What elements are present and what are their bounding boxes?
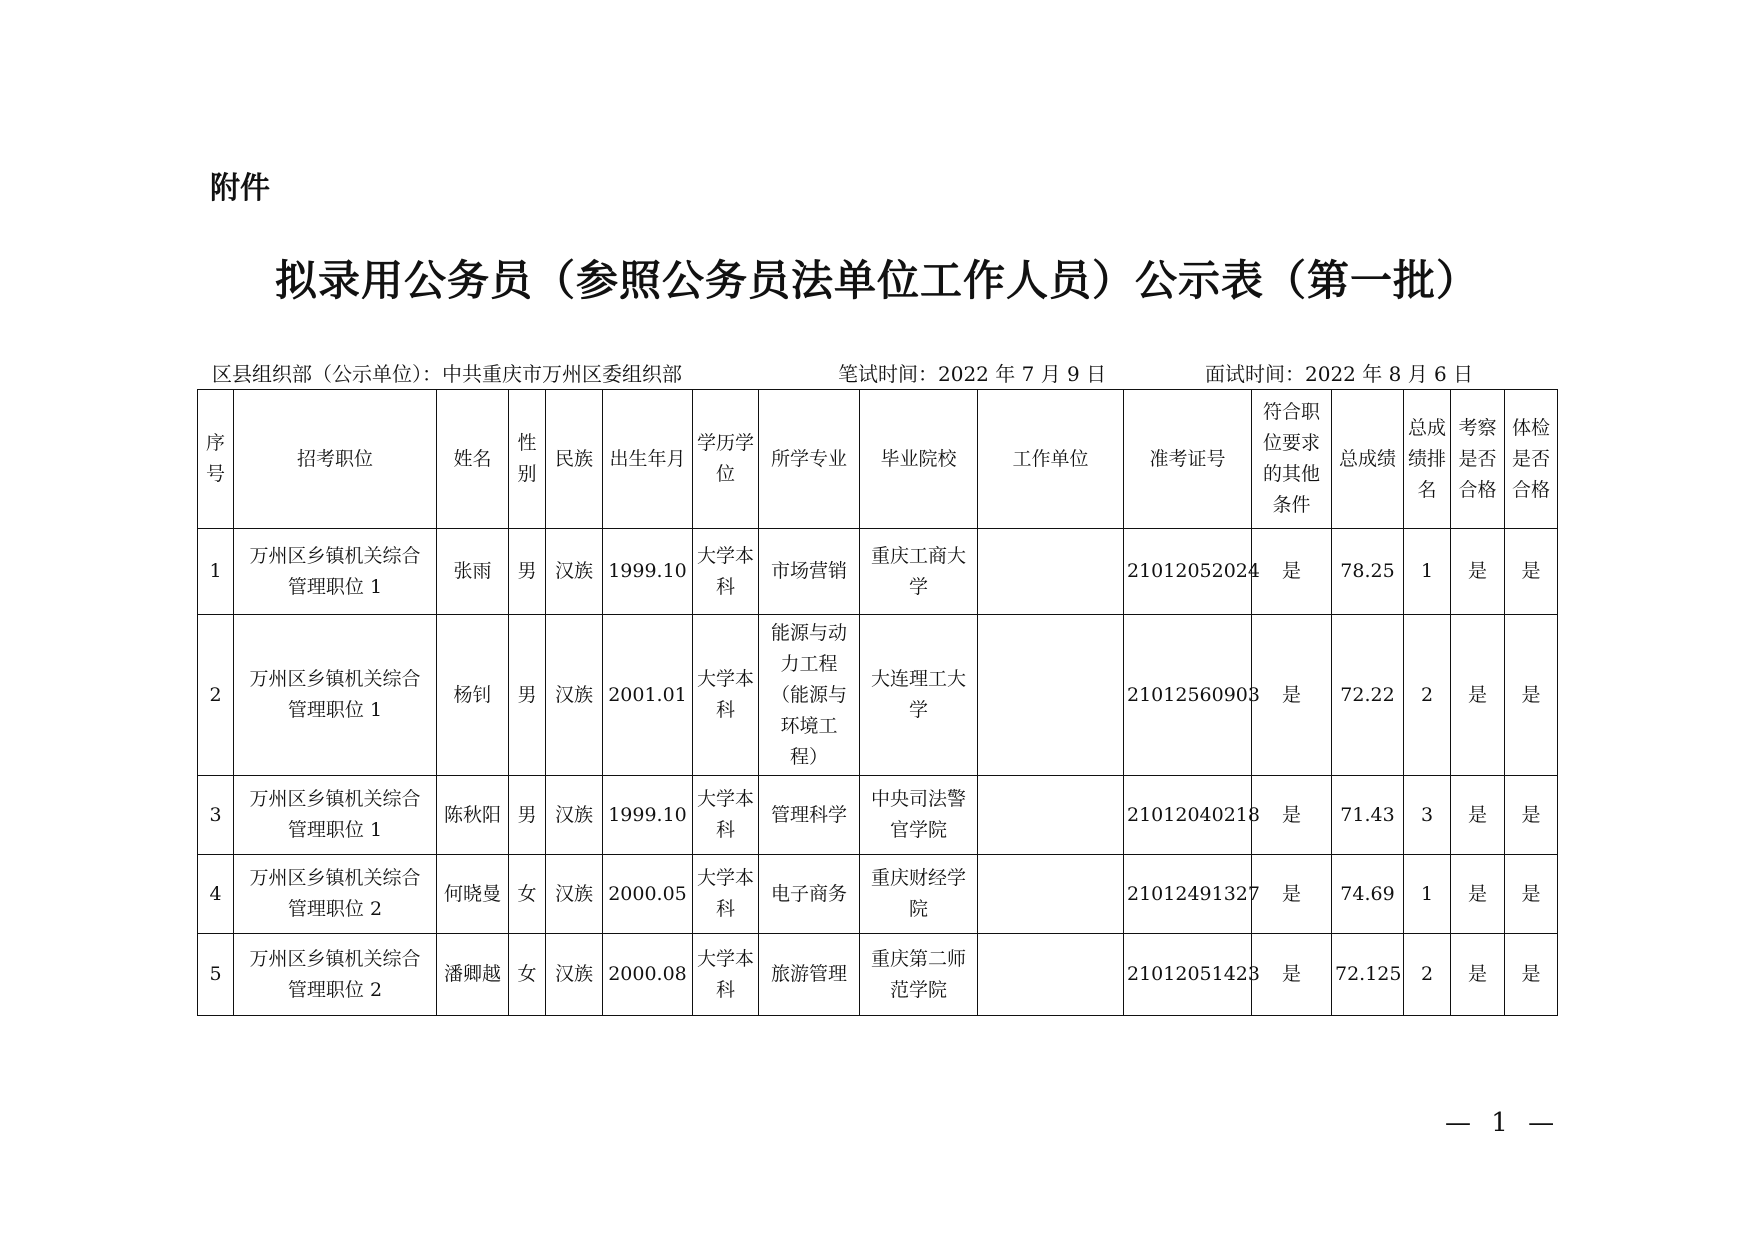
page-number: — 1 — <box>1445 1108 1561 1138</box>
cell-total-score: 74.69 <box>1332 855 1404 934</box>
cell-birth: 2000.08 <box>603 934 693 1016</box>
header-other-conditions: 符合职 位要求 的其他 条件 <box>1252 390 1332 529</box>
written-exam-date <box>838 358 1106 387</box>
cell-ethnicity: 汉族 <box>546 855 603 934</box>
cell-total-score: 72.22 <box>1332 615 1404 776</box>
cell-work-unit <box>978 615 1124 776</box>
cell-name: 杨钊 <box>437 615 509 776</box>
cell-gender: 男 <box>509 776 546 855</box>
interview-date <box>1205 358 1473 387</box>
header-total-score: 总成绩 <box>1332 390 1404 529</box>
cell-position: 万州区乡镇机关综合 管理职位 1 <box>234 615 437 776</box>
page-title: 拟录用公务员（参照公务员法单位工作人员）公示表（第一批） <box>274 256 1479 305</box>
cell-school: 重庆工商大 学 <box>860 529 978 615</box>
cell-work-unit <box>978 934 1124 1016</box>
written-exam-value: 2022 年 7 月 9 日 <box>938 362 1107 386</box>
cell-seq: 1 <box>198 529 234 615</box>
cell-total-score: 71.43 <box>1332 776 1404 855</box>
cell-rank: 2 <box>1404 934 1451 1016</box>
cell-major: 管理科学 <box>759 776 860 855</box>
cell-name: 张雨 <box>437 529 509 615</box>
cell-physical: 是 <box>1505 855 1558 934</box>
cell-other-conditions: 是 <box>1252 776 1332 855</box>
cell-name: 何晓曼 <box>437 855 509 934</box>
table-row <box>198 776 1558 855</box>
cell-education: 大学本 科 <box>693 855 759 934</box>
publishing-unit <box>212 358 682 387</box>
cell-exam-no: 21012051423 <box>1124 934 1252 1016</box>
header-name: 姓名 <box>437 390 509 529</box>
cell-school: 中央司法警 官学院 <box>860 776 978 855</box>
cell-work-unit <box>978 855 1124 934</box>
candidates-table <box>197 389 1558 1016</box>
header-birth: 出生年月 <box>603 390 693 529</box>
attachment-label: 附件 <box>210 171 270 206</box>
cell-inspection: 是 <box>1451 934 1505 1016</box>
cell-total-score: 78.25 <box>1332 529 1404 615</box>
cell-school: 大连理工大 学 <box>860 615 978 776</box>
cell-inspection: 是 <box>1451 529 1505 615</box>
cell-gender: 男 <box>509 615 546 776</box>
cell-physical: 是 <box>1505 776 1558 855</box>
cell-exam-no: 21012052024 <box>1124 529 1252 615</box>
cell-rank: 1 <box>1404 529 1451 615</box>
table-header-row <box>198 390 1558 529</box>
cell-major: 能源与动 力工程 （能源与 环境工 程） <box>759 615 860 776</box>
cell-other-conditions: 是 <box>1252 529 1332 615</box>
table-row <box>198 615 1558 776</box>
cell-position: 万州区乡镇机关综合 管理职位 2 <box>234 855 437 934</box>
cell-position: 万州区乡镇机关综合 管理职位 1 <box>234 529 437 615</box>
cell-inspection: 是 <box>1451 615 1505 776</box>
cell-ethnicity: 汉族 <box>546 615 603 776</box>
cell-birth: 2001.01 <box>603 615 693 776</box>
cell-major: 旅游管理 <box>759 934 860 1016</box>
written-exam-label: 笔试时间： <box>838 362 938 386</box>
cell-inspection: 是 <box>1451 776 1505 855</box>
cell-education: 大学本 科 <box>693 934 759 1016</box>
header-inspection: 考察 是否 合格 <box>1451 390 1505 529</box>
cell-physical: 是 <box>1505 934 1558 1016</box>
header-major: 所学专业 <box>759 390 860 529</box>
cell-name: 陈秋阳 <box>437 776 509 855</box>
cell-ethnicity: 汉族 <box>546 529 603 615</box>
cell-major: 市场营销 <box>759 529 860 615</box>
publishing-unit-value: 中共重庆市万州区委组织部 <box>442 362 682 386</box>
table-row <box>198 529 1558 615</box>
header-ethnicity: 民族 <box>546 390 603 529</box>
cell-seq: 3 <box>198 776 234 855</box>
cell-physical: 是 <box>1505 529 1558 615</box>
cell-seq: 4 <box>198 855 234 934</box>
cell-school: 重庆财经学 院 <box>860 855 978 934</box>
cell-other-conditions: 是 <box>1252 855 1332 934</box>
cell-exam-no: 21012040218 <box>1124 776 1252 855</box>
header-position: 招考职位 <box>234 390 437 529</box>
cell-seq: 2 <box>198 615 234 776</box>
cell-rank: 1 <box>1404 855 1451 934</box>
cell-exam-no: 21012491327 <box>1124 855 1252 934</box>
header-work-unit: 工作单位 <box>978 390 1124 529</box>
cell-gender: 女 <box>509 934 546 1016</box>
cell-exam-no: 21012560903 <box>1124 615 1252 776</box>
cell-gender: 男 <box>509 529 546 615</box>
table-row <box>198 855 1558 934</box>
cell-total-score: 72.125 <box>1332 934 1404 1016</box>
cell-birth: 1999.10 <box>603 529 693 615</box>
cell-rank: 2 <box>1404 615 1451 776</box>
header-education: 学历学 位 <box>693 390 759 529</box>
header-school: 毕业院校 <box>860 390 978 529</box>
cell-education: 大学本 科 <box>693 776 759 855</box>
cell-other-conditions: 是 <box>1252 615 1332 776</box>
cell-work-unit <box>978 776 1124 855</box>
cell-position: 万州区乡镇机关综合 管理职位 2 <box>234 934 437 1016</box>
header-rank: 总成 绩排 名 <box>1404 390 1451 529</box>
header-exam-no: 准考证号 <box>1124 390 1252 529</box>
cell-birth: 2000.05 <box>603 855 693 934</box>
cell-inspection: 是 <box>1451 855 1505 934</box>
cell-other-conditions: 是 <box>1252 934 1332 1016</box>
cell-seq: 5 <box>198 934 234 1016</box>
cell-ethnicity: 汉族 <box>546 776 603 855</box>
cell-physical: 是 <box>1505 615 1558 776</box>
publishing-unit-label: 区县组织部（公示单位）： <box>212 362 442 386</box>
cell-ethnicity: 汉族 <box>546 934 603 1016</box>
table-row <box>198 934 1558 1016</box>
header-seq: 序 号 <box>198 390 234 529</box>
cell-education: 大学本 科 <box>693 529 759 615</box>
header-gender: 性 别 <box>509 390 546 529</box>
cell-birth: 1999.10 <box>603 776 693 855</box>
cell-rank: 3 <box>1404 776 1451 855</box>
interview-value: 2022 年 8 月 6 日 <box>1305 362 1474 386</box>
cell-gender: 女 <box>509 855 546 934</box>
header-physical: 体检 是否 合格 <box>1505 390 1558 529</box>
cell-position: 万州区乡镇机关综合 管理职位 1 <box>234 776 437 855</box>
cell-name: 潘卿越 <box>437 934 509 1016</box>
cell-school: 重庆第二师 范学院 <box>860 934 978 1016</box>
cell-education: 大学本 科 <box>693 615 759 776</box>
interview-label: 面试时间： <box>1205 362 1305 386</box>
cell-major: 电子商务 <box>759 855 860 934</box>
cell-work-unit <box>978 529 1124 615</box>
